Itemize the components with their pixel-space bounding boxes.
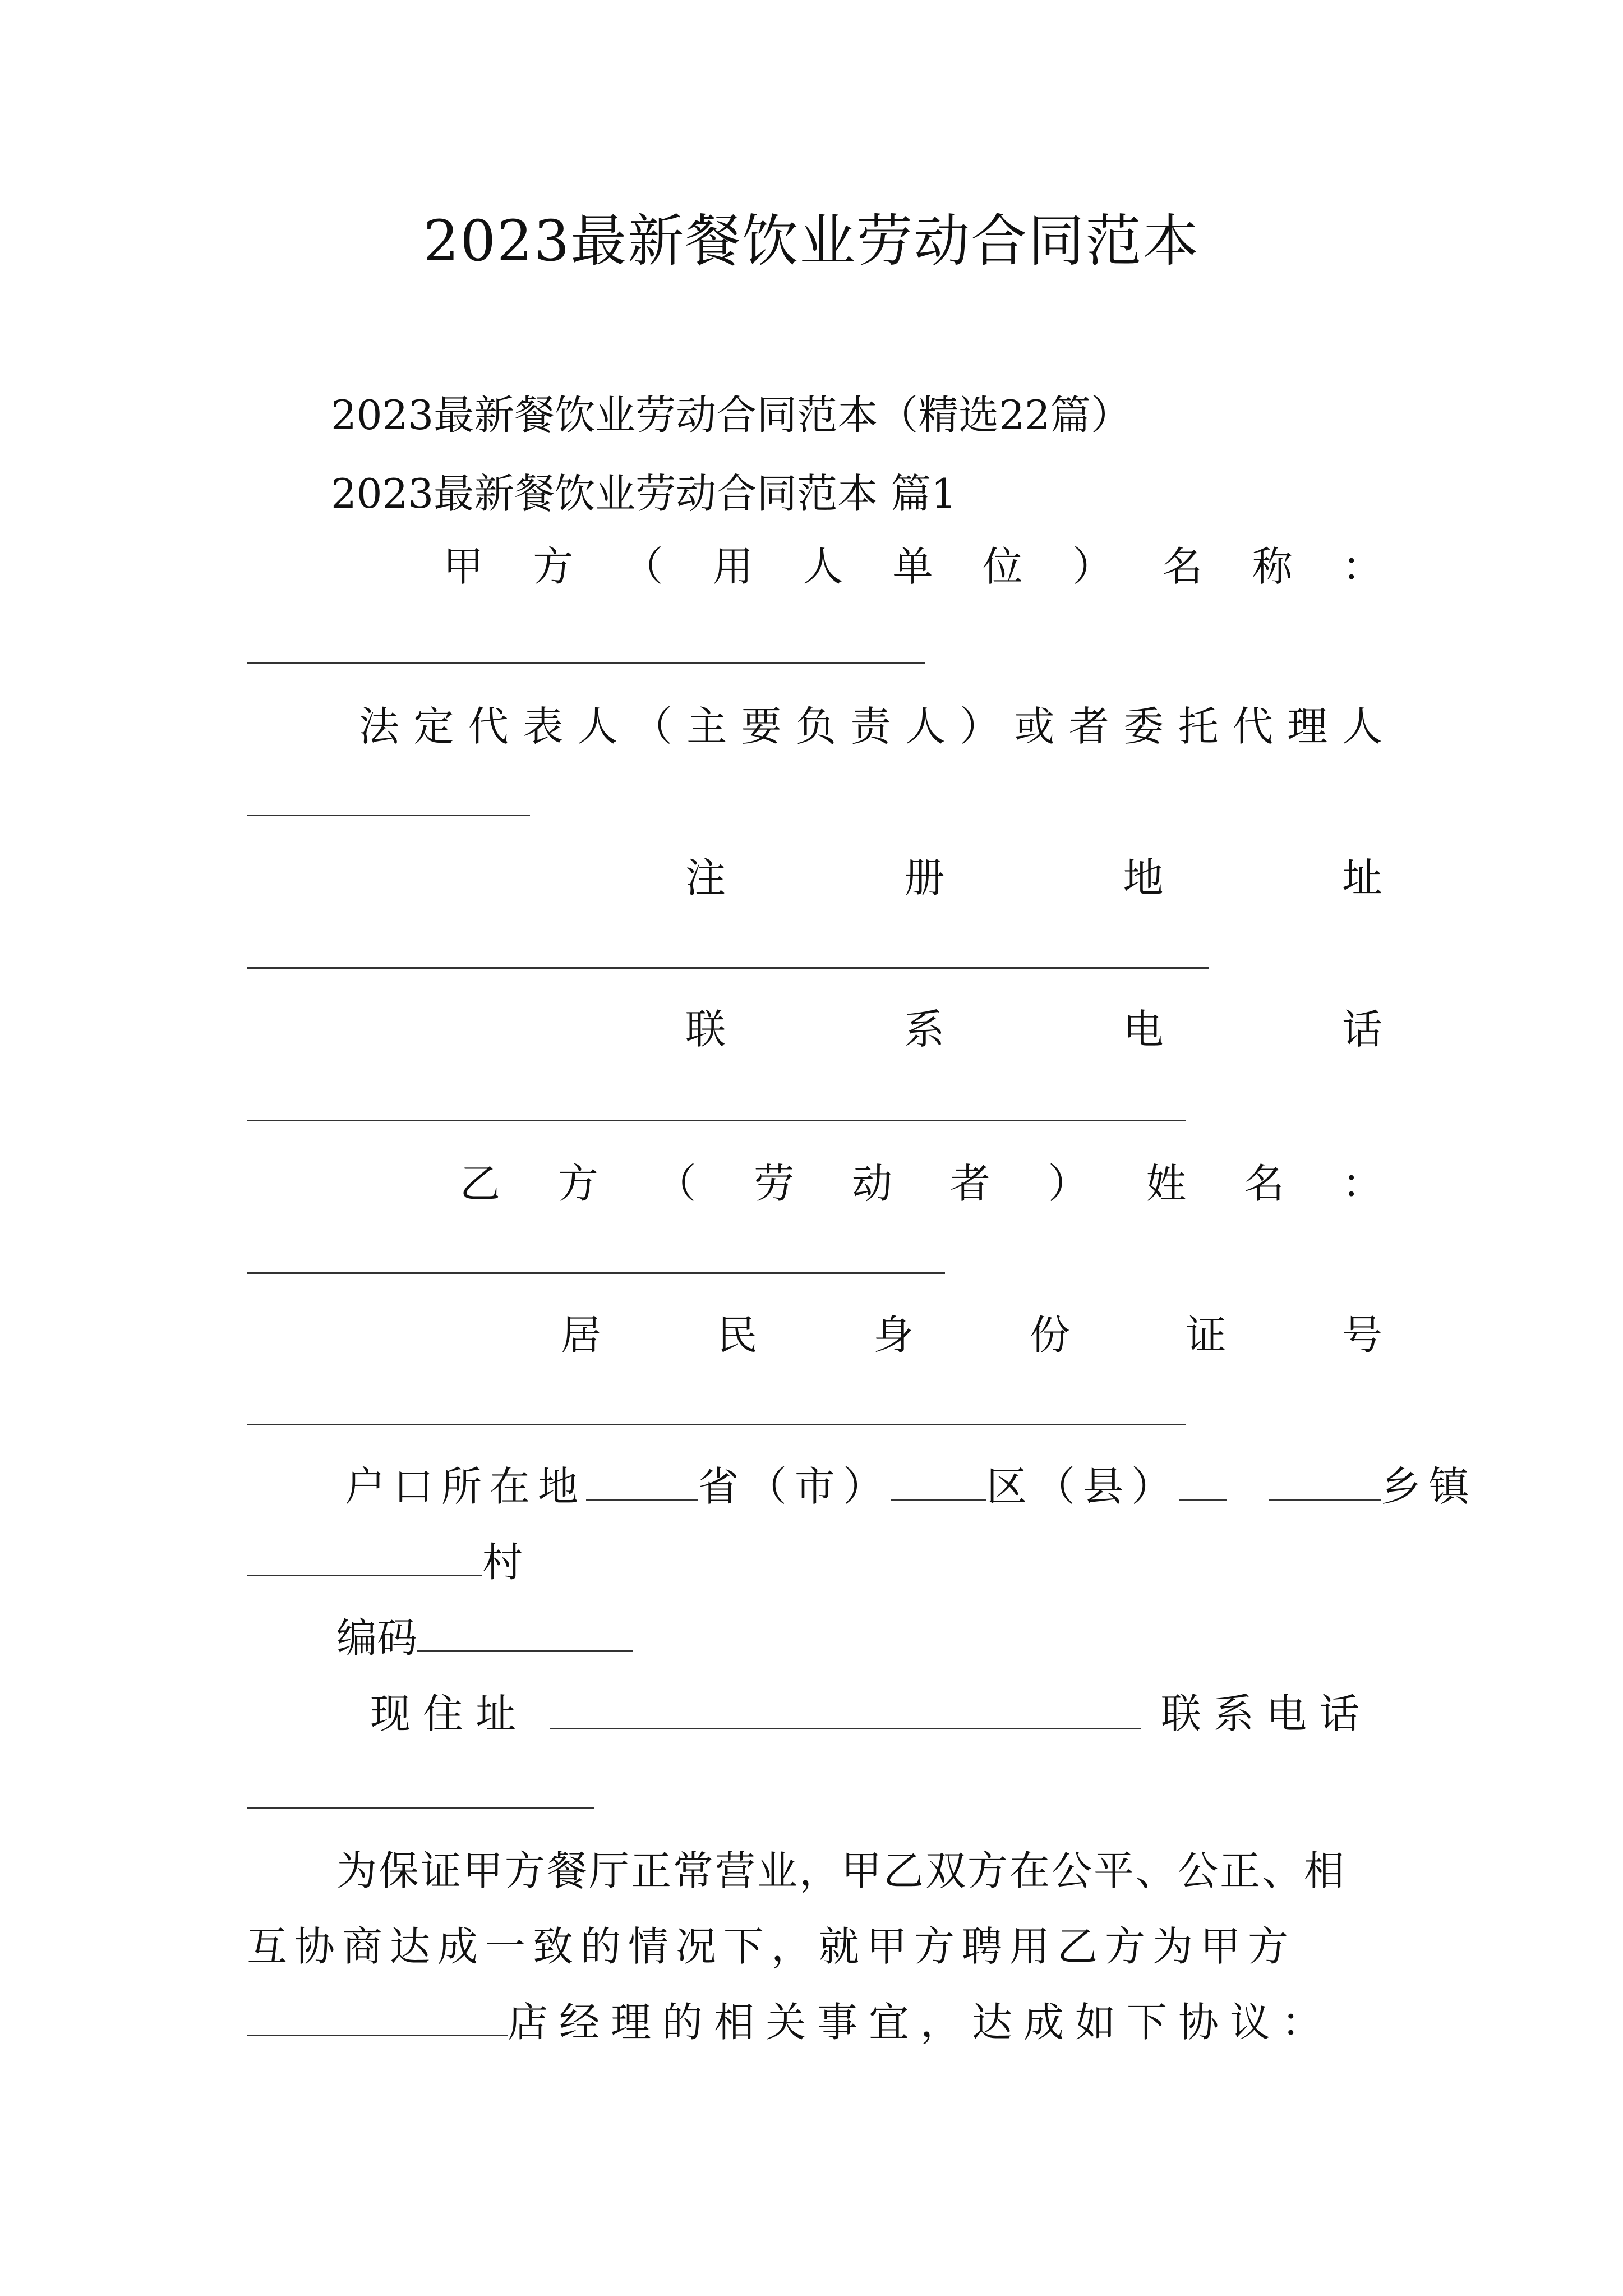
contact-phone-blank (247, 1120, 1186, 1121)
contact-phone-label (685, 1001, 1382, 1057)
label-char: 名 (1162, 543, 1203, 590)
section-heading: 2023最新餐饮业劳动合同范本 篇1 (331, 470, 957, 517)
document-subtitle: 2023最新餐饮业劳动合同范本（精选22篇） (331, 392, 1131, 439)
postcode-label: 编码 (336, 1614, 418, 1662)
body-paragraph-line-2: 互协商达成一致的情况下，就甲方聘用乙方为甲方 (247, 1923, 1296, 1970)
label-char: 电 (1123, 1006, 1164, 1053)
document-title: 2023最新餐饮业劳动合同范本 (423, 208, 1200, 274)
label-char: 理 (1287, 703, 1328, 750)
label-char: 民 (717, 1312, 758, 1359)
label-char: （ (656, 1160, 697, 1207)
id-number-blank (247, 1424, 1186, 1425)
label-char: 人 (1341, 703, 1382, 750)
legal-representative-blank (247, 815, 530, 816)
label-char: （ (623, 543, 663, 590)
label-char: （ (631, 703, 672, 750)
label-char: 名 (1244, 1160, 1285, 1207)
province-label: 省（市） (698, 1463, 892, 1510)
party-a-name-blank (247, 662, 925, 664)
label-char: 代 (1233, 703, 1274, 750)
label-char: 身 (873, 1312, 914, 1359)
legal-representative-label (359, 698, 1382, 754)
village-blank (247, 1538, 482, 1576)
label-char: 法 (359, 703, 400, 750)
district-extra-blank (1179, 1462, 1227, 1501)
label-char: 负 (796, 703, 837, 750)
label-char: 号 (1341, 1312, 1382, 1359)
body-paragraph-line-3 (247, 1994, 1333, 2050)
label-char: 人 (803, 543, 843, 590)
label-char: 址 (1341, 854, 1382, 901)
id-number-label (561, 1307, 1382, 1363)
label-char: 册 (904, 854, 945, 901)
label-char: 用 (712, 543, 753, 590)
label-char: 委 (1123, 703, 1164, 750)
district-blank (891, 1462, 986, 1501)
body-paragraph-line-1: 为保证甲方餐厅正常营业，甲乙双方在公平、公正、相 (336, 1847, 1347, 1894)
label-char: ： (1341, 543, 1382, 590)
postcode-blank (417, 1613, 633, 1652)
label-char: 单 (892, 543, 933, 590)
label-char: 定 (413, 703, 454, 750)
label-char: 动 (852, 1160, 893, 1207)
party-a-name-label (443, 539, 1382, 595)
party-b-name-blank (247, 1272, 945, 1274)
hukou-label: 户口所在地 (345, 1463, 587, 1510)
label-char: 者 (949, 1160, 990, 1207)
label-char: 姓 (1146, 1160, 1187, 1207)
label-char: ： (1341, 1160, 1382, 1207)
label-char: 甲 (443, 543, 484, 590)
current-phone-label: 联系电话 (1161, 1690, 1372, 1737)
label-char: 方 (533, 543, 574, 590)
label-char: 地 (1123, 854, 1164, 901)
label-char: 主 (686, 703, 727, 750)
label-char: ） (1048, 1160, 1089, 1207)
body-paragraph-line-3-text: 店经理的相关事宜，达成如下协议： (508, 1999, 1334, 2046)
label-char: ） (1072, 543, 1113, 590)
label-char: 注 (685, 854, 726, 901)
current-phone-blank (247, 1807, 594, 1809)
label-char: 人 (577, 703, 618, 750)
town-label: 乡镇 (1380, 1463, 1477, 1510)
registered-address-blank (247, 967, 1209, 969)
label-char: 话 (1341, 1006, 1382, 1053)
party-b-name-label (460, 1156, 1382, 1212)
label-char: 联 (685, 1006, 726, 1053)
label-char: 乙 (460, 1160, 501, 1207)
label-char: 托 (1178, 703, 1219, 750)
province-blank (586, 1462, 698, 1501)
postcode-line (336, 1610, 633, 1666)
label-char: 系 (904, 1006, 945, 1053)
village-line (247, 1534, 523, 1590)
hukou-line (345, 1458, 1477, 1515)
label-char: 位 (982, 543, 1023, 590)
current-address-label: 现住址 (370, 1690, 529, 1737)
current-address-blank (550, 1728, 1141, 1729)
label-char: 劳 (754, 1160, 795, 1207)
district-label: 区（县） (986, 1463, 1180, 1510)
store-name-blank (247, 1998, 508, 2036)
label-char: 称 (1252, 543, 1293, 590)
label-char: 代 (468, 703, 509, 750)
label-char: 证 (1186, 1312, 1227, 1359)
label-char: 人 (905, 703, 946, 750)
registered-address-label (685, 850, 1382, 906)
label-char: 要 (741, 703, 782, 750)
label-char: 表 (523, 703, 564, 750)
label-char: ） (960, 703, 1000, 750)
label-char: 责 (850, 703, 891, 750)
village-label: 村 (482, 1539, 523, 1586)
label-char: 方 (557, 1160, 598, 1207)
label-char: 居 (561, 1312, 602, 1359)
label-char: 者 (1068, 703, 1109, 750)
town-blank (1269, 1462, 1381, 1501)
label-char: 或 (1014, 703, 1055, 750)
label-char: 份 (1029, 1312, 1070, 1359)
